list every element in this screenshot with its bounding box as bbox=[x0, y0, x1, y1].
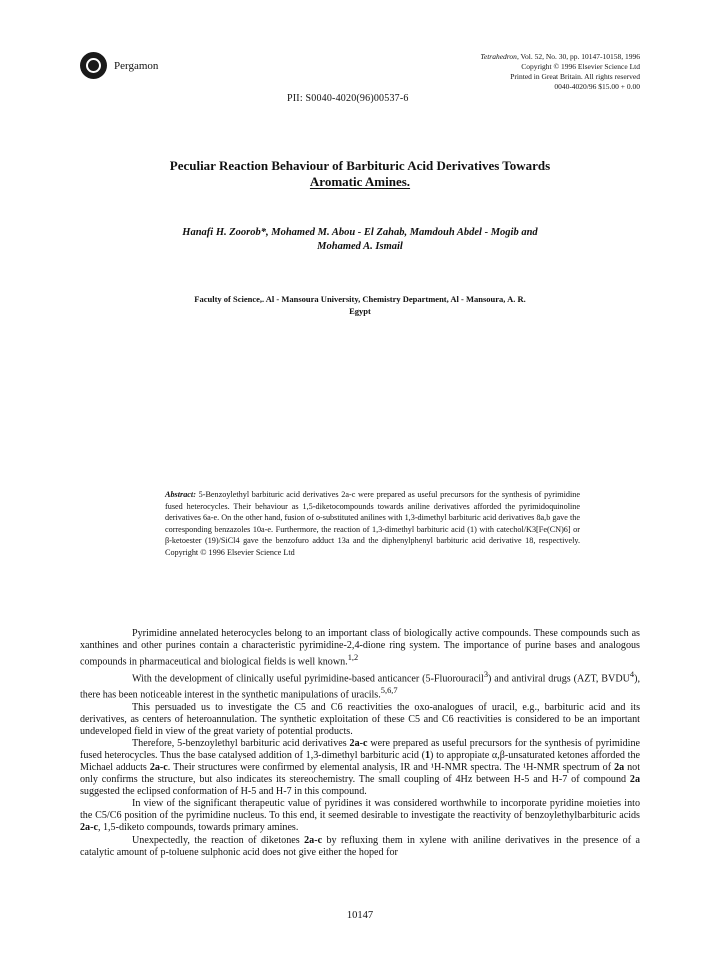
paragraph-2-text-c: ), there has been noticeable interest in the synthetic manipulations of uracils. bbox=[80, 673, 640, 701]
paragraph-5-text-a: In view of the significant therapeutic value of pyridines it was considered worthwhile to incorporate pyridine moieties into the C5/C6 position of the pyrimidine nucleus. To this end, it seemed desirable to investigate the reactivity of benzoylethylbarbituric acids bbox=[80, 798, 640, 822]
paragraph-4-text-c: ) to appropiate α,β-unsaturated ketones afforded the Michael adducts bbox=[80, 749, 640, 774]
paragraph-4-text-e: not only confirms the structure, but also indicates its stereochemistry. The small coupling of 4Hz between H-5 and H-7 of compound bbox=[80, 762, 641, 786]
paragraph-4-text-f: suggested the eclipsed conformation of H-5 and H-7 in this compound. bbox=[80, 786, 367, 798]
compound-ref: 2a-c bbox=[149, 762, 168, 774]
printed-line: Printed in Great Britain. All rights reserved bbox=[510, 72, 640, 81]
authors-line-2: Mohamed A. Ismail bbox=[317, 240, 403, 252]
publisher-name: Pergamon bbox=[114, 60, 159, 72]
affiliation-line-1: Faculty of Science,. Al - Mansoura University, Chemistry Department, Al - Mansoura, A. R. bbox=[194, 294, 526, 304]
paragraph-1-text: Pyrimidine annelated heterocycles belong to an important class of biologically active compounds. These compounds such as xanthines and other purines contain a characteristic pyrimidine-2,4-dione ring system. The importance of purine bases and analogous compounds in pharmaceutical and biological fields is well known. bbox=[80, 628, 640, 668]
paragraph-4-text-d: . Their structures were confirmed by elemental analysis, IR and ¹H-NMR spectra. The ¹H-NMR spectrum of bbox=[167, 762, 615, 774]
paragraph-4-text-b: were prepared as useful precursors for the synthesis of pyrimidine fused heterocycles. Thus the base catalysed addition of 1,3-dimethyl barbituric acid ( bbox=[80, 737, 640, 761]
paragraph-6-text-b: by refluxing them in xylene with aniline derivatives in the presence of a catalytic amount of p-toluene sulphonic acid does not give either the hoped for bbox=[80, 834, 641, 858]
paragraph-6-text-a: Unexpectedly, the reaction of diketones bbox=[132, 834, 305, 846]
paragraph-2-text-b: ) and antiviral drugs (AZT, BVDU bbox=[488, 673, 630, 684]
ref-2: 3 bbox=[483, 669, 489, 679]
title-line-1: Peculiar Reaction Behaviour of Barbituric Acid Derivatives Towards bbox=[169, 158, 551, 173]
paper-title bbox=[120, 158, 600, 190]
compound-ref: 2a-c bbox=[80, 822, 98, 834]
abstract-label: Abstract: bbox=[165, 490, 196, 499]
paragraph-2-text-a: With the development of clinically useful pyrimidine-based anticancer (5-Fluorouracil bbox=[132, 673, 484, 684]
price-line: 0040-4020/96 $15.00 + 0.00 bbox=[554, 82, 640, 91]
paragraph-4-text-a: Therefore, 5-benzoylethyl barbituric acid derivatives bbox=[132, 737, 350, 749]
title-line-2: Aromatic Amines. bbox=[309, 174, 411, 189]
journal-name: Tetrahedron bbox=[480, 52, 517, 61]
affiliation bbox=[110, 293, 610, 317]
body-text bbox=[80, 628, 640, 859]
pii-identifier: PII: S0040-4020(96)00537-6 bbox=[287, 93, 409, 104]
citation-block bbox=[480, 52, 640, 92]
compound-ref: 2a-c bbox=[304, 834, 323, 846]
paragraph-5-text-b: , 1,5-diketo compounds, towards primary amines. bbox=[97, 822, 299, 834]
page-number: 10147 bbox=[346, 910, 374, 921]
pergamon-logo-icon bbox=[80, 52, 107, 79]
abstract-text: 5-Benzoylethyl barbituric acid derivatives 2a-c were prepared as useful precursors for the synthesis of pyrimidine fused heterocycles. Their behaviour as 1,5-diketocompounds towards aniline derivatives afforded the pyrimidoquinoline derivatives 6a-e. On the other hand, fusion of o-substituted anilines with 1,3-dimethyl barbituric acid derivatives 8a,b gave the corresponding benzazoles 10a-e. Furthermore, the reaction of 1,3-dimethyl barbituric acid (1) with catechol/K3[Fe(CN)6] or β-ketoester (19)/SiCl4 gave the benzofuro adduct 13a and the diphenylphenyl barbituric acid derivative 18, respectively. Copyright © 1996 Elsevier Science Ltd bbox=[165, 490, 580, 557]
copyright-line: Copyright © 1996 Elsevier Science Ltd bbox=[521, 62, 640, 71]
compound-ref: 2a bbox=[629, 774, 640, 786]
paragraph-6 bbox=[80, 835, 640, 859]
paragraph-1 bbox=[80, 628, 640, 669]
affiliation-line-2: Egypt bbox=[349, 306, 371, 316]
paragraph-4 bbox=[80, 738, 640, 798]
paragraph-3: This persuaded us to investigate the C5 and C6 reactivities the oxo-analogues of uracil, e.g., barbituric acid and its derivatives, as centers of heteroannulation. The synthetic exploitation of these C5 and C6 reactivities is considered to be an important undeveloped field in view of the great variety of potential products. bbox=[80, 701, 640, 737]
ref-3: 4 bbox=[629, 669, 635, 679]
authors-line-1: Hanafi H. Zoorob*, Mohamed M. Abou - El Zahab, Mamdouh Abdel - Mogib and bbox=[182, 227, 538, 238]
compound-ref: 1 bbox=[425, 749, 431, 761]
citation-volume: , Vol. 52, No. 30, pp. 10147-10158, 1996 bbox=[516, 52, 640, 61]
author-list bbox=[110, 226, 610, 253]
paragraph-2 bbox=[80, 669, 640, 702]
abstract bbox=[165, 489, 580, 559]
ref-1: 1,2 bbox=[347, 653, 359, 663]
compound-ref: 2a bbox=[614, 762, 625, 774]
paragraph-5 bbox=[80, 798, 640, 834]
ref-4: 5,6,7 bbox=[380, 686, 398, 696]
compound-ref: 2a-c bbox=[349, 737, 368, 749]
